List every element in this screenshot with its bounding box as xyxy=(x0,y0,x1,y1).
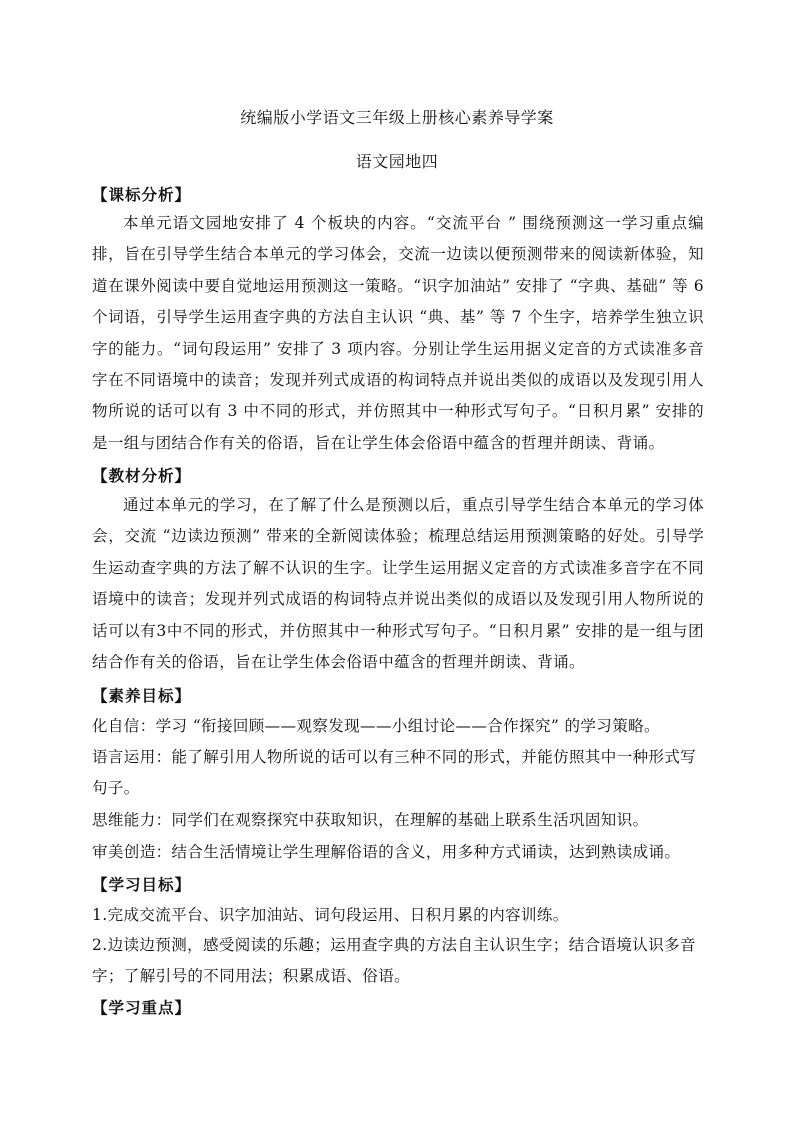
learning-goal-item: 1.完成交流平台、识字加油站、词句段运用、日积月累的内容训练。 xyxy=(92,906,569,924)
document-title: 统编版小学语文三年级上册核心素养导学案 xyxy=(240,108,554,127)
section-heading-textbook-analysis: 【教材分析】 xyxy=(92,466,192,485)
literacy-goal-item: 语言运用：能了解引用人物所说的话可以有三种不同的形式，并能仿照其中一种形式写句子。 xyxy=(92,748,697,798)
section-heading-curriculum-analysis: 【课标分析】 xyxy=(92,185,192,204)
curriculum-analysis-paragraph: 本单元语文园地安排了 4 个板块的内容。“交流平台 ” 围绕预测这一学习重点编排，旨在引导学生结合本单元的学习体会，交流一边读以便预测带来的阅读新体验，知道在课外阅读中要自觉地运用预测这一策略。“识字加油站” 安排了 “字典、基础” 等 6 个词语，引导学生运用查字典的方法自主认识 “典、基” 等 7 个生字，培养学生独立识字的能力。“词句段运用” 安排了 3 项内容。分别让学生运用据义定音的方式读准多音字在不同语境中的读音；发现并列式成语的构词特点并说出类似的成语以及发现引用人物所说的话可以有 3 中不同的形式，并仿照其中一种形式写句子。“日积月累” 安排的是一组与团结合作有关的俗语，旨在让学生体会俗语中蕴含的哲理并朗读、背诵。 xyxy=(92,214,704,452)
section-heading-literacy-goals: 【素养目标】 xyxy=(92,686,192,705)
section-heading-learning-focus: 【学习重点】 xyxy=(92,998,192,1017)
textbook-analysis-paragraph: 通过本单元的学习，在了解了什么是预测以后，重点引导学生结合本单元的学习体会，交流 “边读边预测” 带来的全新阅读体验；梳理总结运用预测策略的好处。引导学生运动查字典的方法了解不认识的生字。让学生运用据义定音的方式读准多音字在不同语境中的读音；发现并列式成语的构词特点并说出类似的成语以及发现引用人物所说的话可以有3中不同的形式，并仿照其中一种形式写句子。“日积月累” 安排的是一组与团结合作有关的俗语，旨在让学生体会俗语中蕴含的哲理并朗读、背诵。 xyxy=(92,496,704,672)
section-heading-learning-goals: 【学习目标】 xyxy=(92,875,192,894)
learning-goal-item: 2.边读边预测，感受阅读的乐趣；运用查字典的方法自主认识生字；结合语境认识多音字；了解引号的不同用法；积累成语、俗语。 xyxy=(92,936,696,986)
literacy-goal-item: 化自信：学习 “衔接回顾——观察发现——小组讨论——合作探究” 的学习策略。 xyxy=(92,717,660,735)
document-subtitle: 语文园地四 xyxy=(355,152,439,171)
literacy-goal-item: 审美创造：结合生活情境让学生理解俗语的含义，用多种方式诵读，达到熟读成诵。 xyxy=(92,843,681,861)
literacy-goal-item: 思维能力：同学们在观察探究中获取知识，在理解的基础上联系生活巩固知识。 xyxy=(92,811,649,829)
